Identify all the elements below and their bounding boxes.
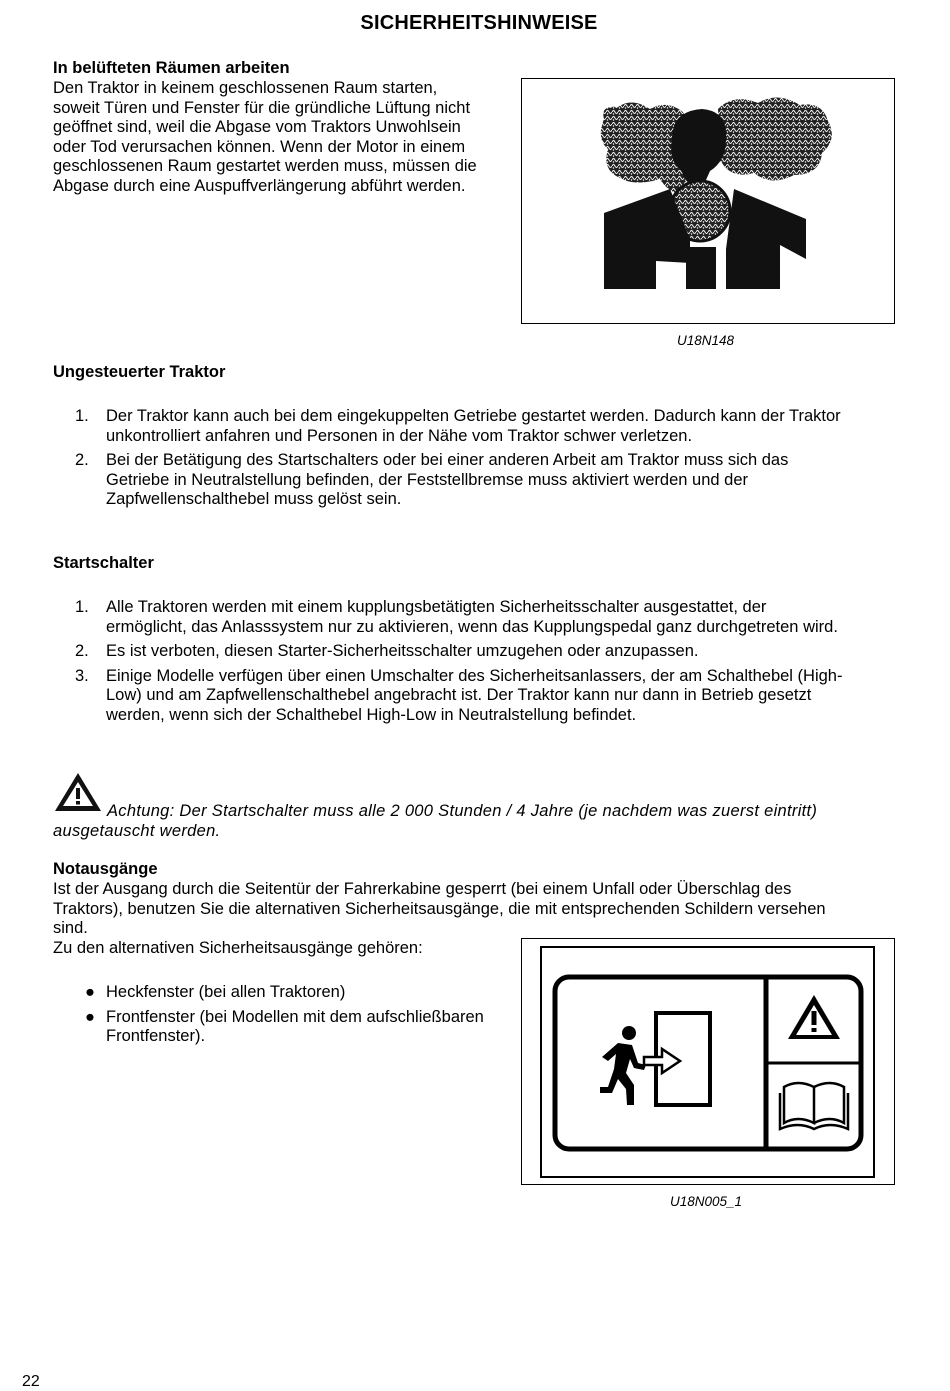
section-text-emergency-exits: Ist der Ausgang durch die Seitentür der Fahrerkabine gesperrt (bei einem Unfall oder Überschlag des Traktors), benutzen Sie die alternativen Sicherheitsausgänge, die mit entsprechenden Schildern versehen sind. Zu den alternativen Sicherheitsausgänge gehören: (53, 880, 826, 957)
warning-sign-icon (788, 995, 840, 1039)
list-item: 1. Der Traktor kann auch bei dem eingekuppelten Getriebe gestartet werden. Dadurch kann der Traktor unkontrolliert anfahren und Personen in der Nähe vom Traktor schwer verletzen. (75, 407, 841, 445)
exhaust-figure (521, 78, 895, 324)
emergency-exit-icon (600, 1013, 710, 1105)
warning-text-line2: ausgetauscht werden. (53, 822, 221, 840)
list-item: 3. Einige Modelle verfügen über einen Umschalter des Sicherheitsanlassers, der am Schalthebel (High- Low) und am Zapfwellenschalthebel angebracht ist. Der Traktor kann nur dann in Betrieb gesetzt werden, wenn sich der Schalthebel High-Low in Neutralstellung befindet. (75, 666, 843, 724)
section-heading-ventilation: In belüfteten Räumen arbeiten (53, 59, 290, 77)
list-item: ● Heckfenster (bei allen Traktoren) (85, 983, 346, 1001)
page-title: SICHERHEITSHINWEISE (360, 12, 598, 34)
page-number: 22 (22, 1373, 40, 1390)
section-heading-uncontrolled: Ungesteuerter Traktor (53, 363, 226, 381)
emergency-exit-figure (521, 938, 895, 1185)
start-switch-list (53, 598, 933, 731)
emergency-exit-list (53, 983, 523, 1052)
exhaust-fumes-person-icon (522, 79, 894, 323)
warning-triangle-icon (53, 771, 103, 813)
list-item: 1. Alle Traktoren werden mit einem kupplungsbetätigten Sicherheitsschalter ausgestattet, der ermöglicht, das Anlasssystem nur zu aktivieren, wenn das Kupplungspedal ganz durchgetreten wird. (75, 598, 838, 636)
figure-caption-exhaust: U18N148 (677, 333, 735, 348)
list-item: ● Frontfenster (bei Modellen mit dem aufschließbaren Frontfenster). (85, 1007, 484, 1046)
list-item: 2. Es ist verboten, diesen Starter-Sicherheitsschalter umzugehen oder anzupassen. (75, 642, 699, 661)
section-heading-emergency-exits: Notausgänge (53, 860, 158, 878)
uncontrolled-list (53, 407, 933, 515)
section-heading-start-switch: Startschalter (53, 554, 154, 572)
list-item: 2. Bei der Betätigung des Startschalters oder bei einer anderen Arbeit am Traktor muss sich das Getriebe in Neutralstellung befinden, der Feststellbremse muss aktiviert werden und der Zapfwellenschalthebel muss gelöst sein. (75, 451, 789, 509)
figure-caption-exit: U18N005_1 (670, 1194, 743, 1209)
emergency-exit-sign (522, 939, 894, 1184)
warning-text-line1: Achtung: Der Startschalter muss alle 2 000 Stunden / 4 Jahre (je nachdem was zuerst eintritt) (107, 802, 818, 820)
section-text-ventilation: Den Traktor in keinem geschlossenen Raum starten, soweit Türen und Fenster für die gründliche Lüftung nicht geöffnet sind, weil die Abgase vom Traktors Unwohlsein oder Tod verursachen können. Wenn der Motor in einem geschlossenen Raum gestartet werden muss, müssen die Abgase durch eine Auspuffverlängerung abführt werden. (53, 79, 477, 195)
manual-book-icon (780, 1083, 848, 1129)
